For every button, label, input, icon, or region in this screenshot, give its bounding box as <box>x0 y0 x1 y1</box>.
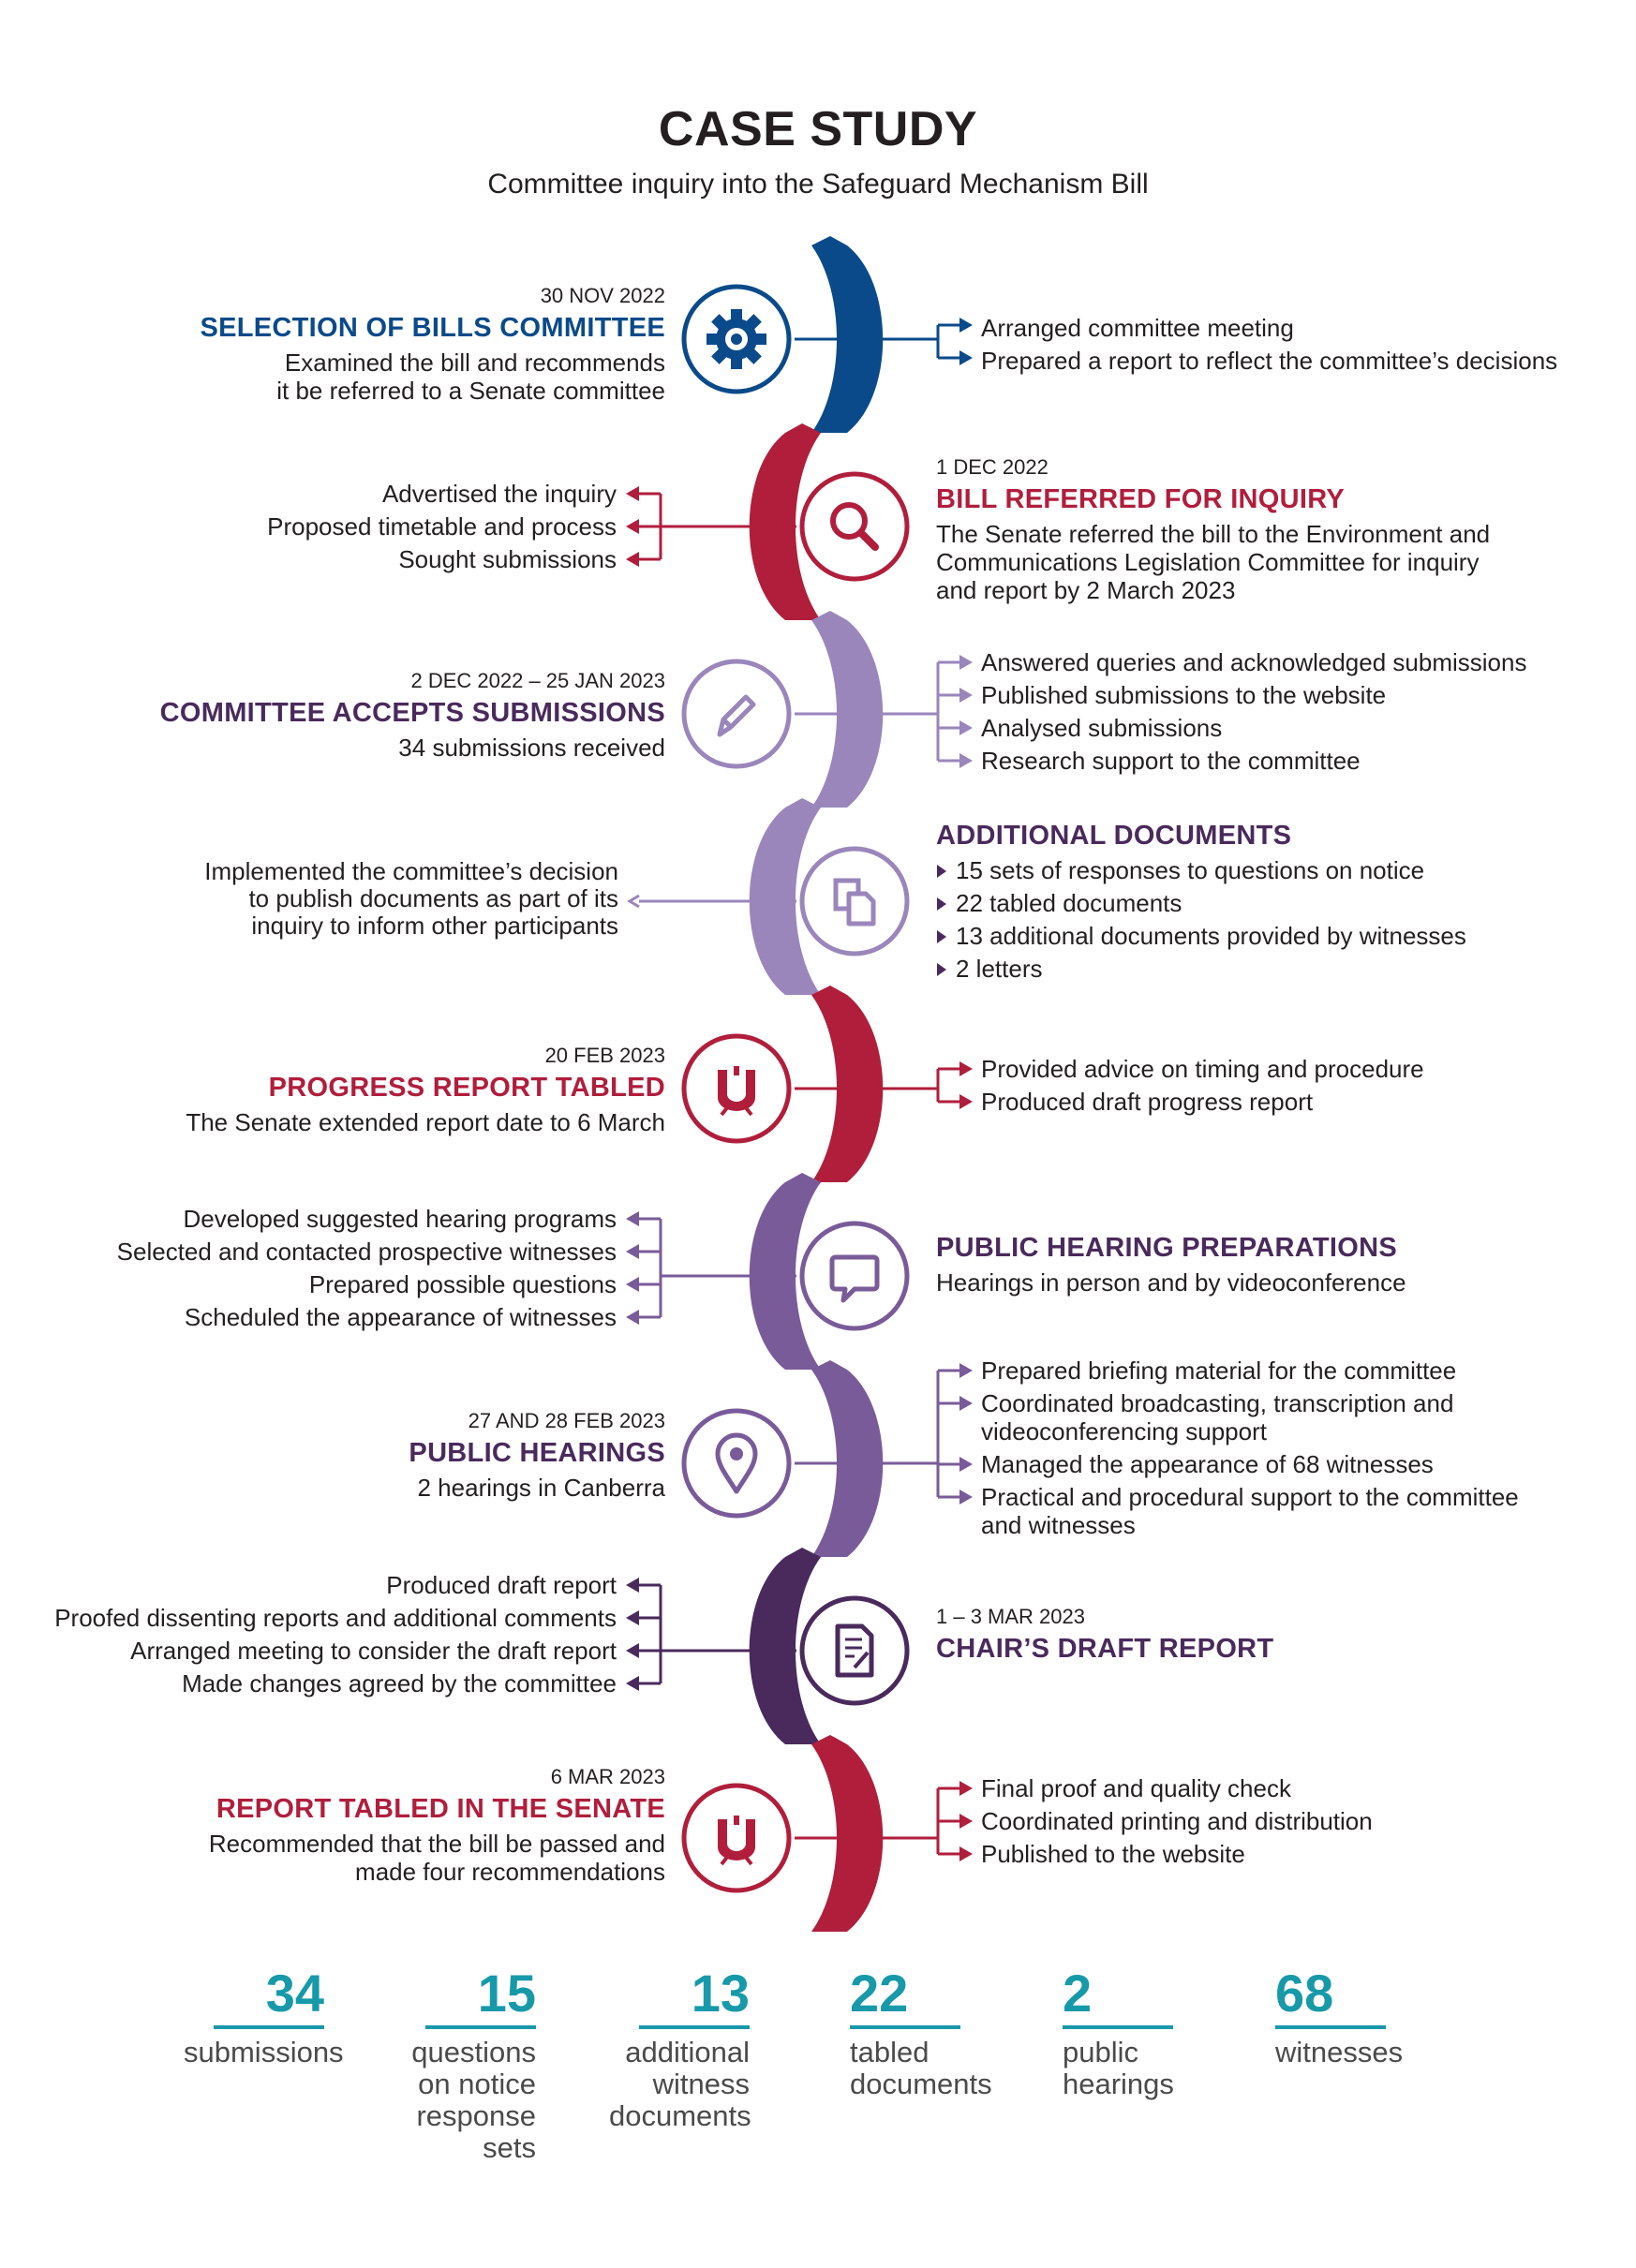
triangle-bullet-icon <box>937 930 946 943</box>
arrow-head-icon <box>626 1277 639 1292</box>
arrow-head-icon <box>959 655 973 670</box>
action-item: Arranged committee meeting <box>981 314 1294 342</box>
stage-heading: PROGRESS REPORT TABLED <box>268 1073 665 1103</box>
stage-public-hearings <box>409 1408 665 1502</box>
stat-questions-on-notice <box>395 1965 536 2164</box>
timeline-band-segment <box>811 236 883 433</box>
stage-date: 1 DEC 2022 <box>936 455 1049 479</box>
timeline-band-segment <box>811 1360 883 1557</box>
action-item: Produced draft progress report <box>981 1088 1314 1116</box>
stage-icon-circle <box>802 474 907 579</box>
stage-description-line: The Senate referred the bill to the Environment and <box>936 520 1491 548</box>
triangle-bullet-icon <box>937 865 946 878</box>
stage-additional-documents <box>936 820 1291 856</box>
document-item: 13 additional documents provided by witnesses <box>937 922 1466 950</box>
arrow-head-icon <box>626 1244 639 1259</box>
arrow-head-icon <box>626 1211 639 1226</box>
arrow-head-icon <box>630 896 639 907</box>
stage-selection-of-bills <box>200 283 665 405</box>
stage-date: 6 MAR 2023 <box>550 1765 665 1788</box>
stage-description-line: made four recommendations <box>355 1858 665 1886</box>
triangle-bullet-icon <box>937 963 946 976</box>
stage-description-line: Examined the bill and recommends <box>284 348 665 377</box>
stage-description-line: Communications Legislation Committee for inquiry <box>936 548 1480 576</box>
action-item: Implemented the committee’s decision <box>204 857 618 885</box>
stage-description-line: 34 submissions received <box>398 734 665 762</box>
gear-icon <box>706 309 766 369</box>
action-item: Practical and procedural support to the committee <box>981 1483 1519 1511</box>
document-item: 15 sets of responses to questions on notice <box>937 856 1424 884</box>
action-item-continued: videoconferencing support <box>981 1417 1267 1445</box>
stat-label: tabled documents <box>850 2036 992 2100</box>
document-item: 2 letters <box>937 955 1043 983</box>
stat-value: 34 <box>265 1964 324 2023</box>
arrow-head-icon <box>626 519 639 534</box>
action-item: Scheduled the appearance of witnesses <box>184 1303 617 1331</box>
action-item: Coordinated printing and distribution <box>981 1807 1373 1835</box>
arrow-head-icon <box>626 1610 639 1625</box>
stat-value: 2 <box>1063 1964 1093 2023</box>
action-item: Made changes agreed by the committee <box>182 1669 617 1697</box>
action-item: Answered queries and acknowledged submissions <box>981 648 1527 676</box>
action-item: Coordinated broadcasting, transcription and <box>981 1389 1454 1417</box>
stage-date: 1 – 3 MAR 2023 <box>936 1605 1085 1628</box>
stat-tabled-documents <box>850 1965 990 2100</box>
stage-report-tabled <box>209 1764 665 1886</box>
stat-value: 15 <box>477 1964 536 2023</box>
stage-description-line: it be referred to a Senate committee <box>276 377 665 405</box>
stat-submissions <box>184 1964 344 2068</box>
stage-heading: BILL REFERRED FOR INQUIRY <box>936 484 1346 514</box>
arrow-head-icon <box>626 1676 639 1691</box>
arrow-head-icon <box>959 1490 973 1505</box>
timeline-band-segment <box>811 986 883 1182</box>
arrow-head-icon <box>959 688 973 703</box>
stage-icon-circle <box>684 1786 789 1890</box>
action-item: Prepared a report to reflect the committee’s decisions <box>981 347 1558 375</box>
arrow-head-icon <box>959 1094 973 1109</box>
stat-underline <box>425 2025 536 2029</box>
stage-heading: SELECTION OF BILLS COMMITTEE <box>200 313 665 343</box>
arrow-head-icon <box>626 1578 639 1593</box>
stat-underline <box>1275 2025 1386 2029</box>
stage-heading: CHAIR’S DRAFT REPORT <box>936 1634 1274 1664</box>
arrow-head-icon <box>626 552 639 567</box>
arrow-head-icon <box>959 720 973 735</box>
arrow-head-icon <box>959 318 973 333</box>
stat-underline <box>214 2025 324 2029</box>
stage-chairs-draft <box>936 1604 1273 1669</box>
action-item: Arranged meeting to consider the draft report <box>130 1637 617 1665</box>
stat-value: 13 <box>691 1964 750 2023</box>
stage-date: 2 DEC 2022 – 25 JAN 2023 <box>410 669 665 692</box>
action-item: Published submissions to the website <box>981 681 1387 709</box>
stage-icon-circle <box>684 661 789 766</box>
stage-heading: PUBLIC HEARING PREPARATIONS <box>936 1233 1397 1263</box>
arrow-head-icon <box>959 1457 973 1472</box>
stage-date: 27 AND 28 FEB 2023 <box>468 1409 665 1432</box>
action-item: Managed the appearance of 68 witnesses <box>981 1450 1434 1478</box>
stat-label: questions on notice response sets <box>411 2036 536 2164</box>
stage-progress-report <box>186 1043 665 1136</box>
stage-heading: REPORT TABLED IN THE SENATE <box>216 1794 665 1824</box>
arrow-head-icon <box>959 1781 973 1796</box>
stage-heading: PUBLIC HEARINGS <box>409 1438 665 1468</box>
action-item: Developed suggested hearing programs <box>183 1205 617 1233</box>
action-item: Proofed dissenting reports and additional comments <box>54 1604 617 1632</box>
stage-accepts-submissions <box>160 668 665 762</box>
stage-heading: COMMITTEE ACCEPTS SUBMISSIONS <box>159 698 665 728</box>
stage-icon-circle <box>684 1036 789 1141</box>
action-item: Sought submissions <box>398 545 617 573</box>
stage-description-line: 2 hearings in Canberra <box>417 1474 665 1502</box>
timeline-band-segment <box>811 611 883 808</box>
stage-date: 30 NOV 2022 <box>540 284 665 307</box>
stage-description-line: The Senate extended report date to 6 March <box>186 1108 665 1136</box>
arrow-head-icon <box>959 753 973 768</box>
arrow-head-icon <box>626 1643 639 1658</box>
action-item: Analysed submissions <box>981 714 1223 742</box>
stat-value: 22 <box>850 1964 909 2023</box>
timeline-band-segment <box>811 1735 883 1932</box>
stage-heading: ADDITIONAL DOCUMENTS <box>936 821 1292 851</box>
action-item-continued: and witnesses <box>981 1511 1136 1539</box>
arrow-head-icon <box>959 1396 973 1411</box>
stat-underline <box>1063 2025 1173 2029</box>
action-item: Advertised the inquiry <box>381 480 617 508</box>
arrow-head-icon <box>626 1310 639 1325</box>
stage-date: 20 FEB 2023 <box>544 1044 665 1067</box>
action-item: Final proof and quality check <box>981 1774 1291 1802</box>
stage-icon-circle <box>802 1598 907 1703</box>
arrow-head-icon <box>626 486 639 501</box>
action-item: Proposed timetable and process <box>267 512 617 541</box>
stat-label: submissions <box>184 2036 344 2068</box>
stage-description-line: Recommended that the bill be passed and <box>208 1830 665 1858</box>
document-item: 22 tabled documents <box>937 889 1182 917</box>
arrow-head-icon <box>959 1814 973 1829</box>
action-item: Research support to the committee <box>981 747 1361 775</box>
page-subtitle: Committee inquiry into the Safeguard Mechanism Bill <box>487 169 1149 200</box>
stage-description-line: Hearings in person and by videoconference <box>936 1268 1406 1297</box>
stage-hearing-preparations <box>936 1232 1406 1297</box>
stat-public-hearings <box>1063 1965 1203 2100</box>
triangle-bullet-icon <box>937 897 946 911</box>
stat-label: additional witness documents <box>609 2036 751 2132</box>
arrow-head-icon <box>959 1846 973 1861</box>
action-item: Provided advice on timing and procedure <box>981 1055 1424 1083</box>
stat-witnesses <box>1275 1965 1416 2068</box>
arrow-head-icon <box>959 1061 973 1076</box>
action-item: Published to the website <box>981 1840 1245 1868</box>
action-item: Selected and contacted prospective witnesses <box>116 1238 617 1266</box>
stat-underline <box>850 2025 960 2029</box>
stage-bill-referred <box>936 454 1490 604</box>
action-item: to publish documents as part of its <box>248 884 618 912</box>
stat-underline <box>639 2025 750 2029</box>
stage-description-line: and report by 2 March 2023 <box>936 576 1236 604</box>
stat-label: public hearings <box>1063 2036 1174 2100</box>
action-item: Prepared briefing material for the committee <box>981 1356 1457 1385</box>
action-item: Produced draft report <box>386 1571 617 1599</box>
arrow-head-icon <box>959 350 973 365</box>
page-title: CASE STUDY <box>658 102 978 156</box>
arrow-head-icon <box>959 1363 973 1378</box>
stat-value: 68 <box>1275 1964 1334 2023</box>
stat-label: witnesses <box>1275 2036 1404 2068</box>
stage-icon-circle <box>802 1223 907 1328</box>
stage-icon-circle <box>684 1411 789 1516</box>
stat-witness-documents <box>609 1965 750 2132</box>
action-item: Prepared possible questions <box>308 1270 617 1298</box>
action-item: inquiry to inform other participants <box>251 912 618 940</box>
